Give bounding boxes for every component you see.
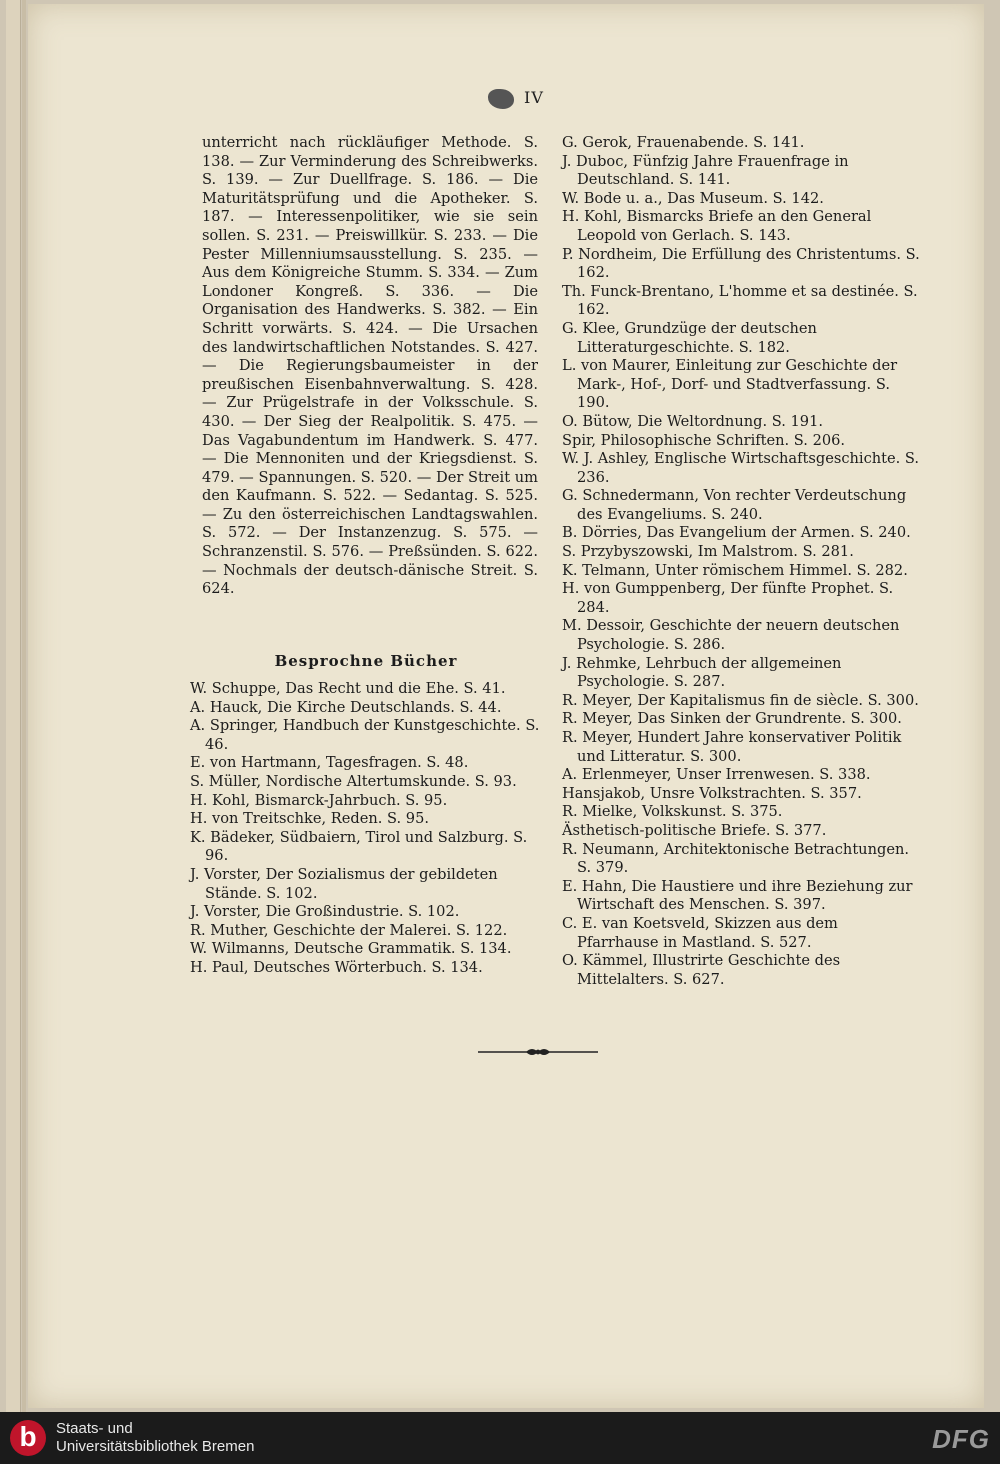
page-edge-inner [22, 0, 26, 1412]
book-entry: E. von Hartmann, Tagesfragen. S. 48. [190, 754, 469, 772]
library-logo-icon[interactable]: b [10, 1420, 46, 1456]
book-entry: K. Bädeker, Südbaiern, Tirol und Salzburg. S. 96. [190, 828, 528, 865]
book-entry: W. Schuppe, Das Recht und die Ehe. S. 41. [190, 680, 506, 697]
book-entry: Ästhetisch-politische Briefe. S. 377. [562, 821, 827, 839]
book-entry: A. Springer, Handbuch der Kunstgeschichte. S. 46. [190, 717, 540, 753]
book-entry: R. Neumann, Architektonische Betrachtungen. S. 379. [562, 840, 909, 877]
book-entry: A. Erlenmeyer, Unser Irrenwesen. S. 338. [562, 766, 871, 784]
book-entry: E. Hahn, Die Haustiere und ihre Beziehung zur Wirtschaft des Menschen. S. 397. [562, 877, 913, 914]
book-entry: H. Paul, Deutsches Wörterbuch. S. 134. [190, 958, 483, 976]
book-entry: W. J. Ashley, Englische Wirtschaftsgeschichte. S. 236. [562, 450, 920, 486]
books-right-list [562, 134, 920, 989]
library-name-line2[interactable]: Universitätsbibliothek Bremen [56, 1438, 255, 1455]
book-entry: A. Hauck, Die Kirche Deutschlands. S. 44. [190, 698, 502, 716]
page-edge [6, 0, 21, 1412]
dfg-logo[interactable]: DFG [932, 1424, 990, 1454]
book-entry: S. Müller, Nordische Altertumskunde. S. 93. [190, 772, 517, 790]
books-left-list [190, 680, 542, 978]
book-entry: J. Vorster, Die Großindustrie. S. 102. [190, 903, 460, 921]
book-entry: H. von Gumppenberg, Der fünfte Prophet. S. 284. [562, 580, 894, 616]
book-entry: P. Nordheim, Die Erfüllung des Christentums. S. 162. [562, 245, 920, 282]
book-entry: Th. Funck-Brentano, L'homme et sa destinée. S. 162. [562, 282, 918, 319]
book-entry: C. E. van Koetsveld, Skizzen aus dem Pfarrhause in Mastland. S. 527. [562, 914, 838, 951]
book-entry: S. Przybyszowski, Im Malstrom. S. 281. [562, 543, 854, 561]
book-entry: H. Kohl, Bismarcks Briefe an den General Leopold von Gerlach. S. 143. [562, 208, 872, 244]
book-entry: O. Kämmel, Illustrirte Geschichte des Mittelalters. S. 627. [562, 952, 841, 988]
library-name-line1[interactable]: Staats- und [56, 1420, 133, 1437]
book-entry: G. Gerok, Frauenabende. S. 141. [562, 134, 805, 151]
book-entry: J. Rehmke, Lehrbuch der allgemeinen Psychologie. S. 287. [562, 654, 842, 691]
book-entry: R. Mielke, Volkskunst. S. 375. [562, 803, 783, 821]
book-entry: H. von Treitschke, Reden. S. 95. [190, 810, 430, 828]
book-entry: W. Bode u. a., Das Museum. S. 142. [562, 189, 824, 207]
book-entry: H. Kohl, Bismarck-Jahrbuch. S. 95. [190, 791, 448, 809]
book-entry: W. Wilmanns, Deutsche Grammatik. S. 134. [190, 940, 512, 958]
book-entry: Spir, Philosophische Schriften. S. 206. [562, 431, 846, 449]
book-entry: G. Schnedermann, Von rechter Verdeutschung des Evangeliums. S. 240. [562, 487, 907, 523]
book-entry: G. Klee, Grundzüge der deutschen Litteraturgeschichte. S. 182. [562, 319, 817, 356]
book-entry: R. Muther, Geschichte der Malerei. S. 122. [190, 921, 508, 939]
left-column-text [202, 134, 538, 599]
book-entry: O. Bütow, Die Weltordnung. S. 191. [562, 412, 823, 430]
book-entry: L. von Maurer, Einleitung zur Geschichte der Mark-, Hof-, Dorf- und Stadtverfassung. S. 190. [562, 357, 898, 412]
ink-blot-icon [488, 89, 514, 109]
book-entry: B. Dörries, Das Evangelium der Armen. S. 240. [562, 524, 911, 542]
page-number: IV [488, 88, 544, 109]
book-entry: R. Meyer, Das Sinken der Grundrente. S. 300. [562, 710, 902, 728]
section-heading: Besprochne Bücher [274, 652, 458, 670]
viewer-footer [0, 1412, 1000, 1464]
book-entry: J. Vorster, Der Sozialismus der gebildeten Stände. S. 102. [190, 865, 498, 902]
book-entry: K. Telmann, Unter römischem Himmel. S. 282. [562, 561, 908, 579]
article-list-continued: unterricht nach rückläufiger Methode. S. 138. — Zur Verminderung des Schreibwerks. S. 139. — Zur Duellfrage. S. 186. — Die Maturitätsprüfung und die Apotheker. S. 187. — Interessenpolitiker, wie sie sein sollen. S. 231. — Preiswillkür. S. 233. — Die Pester Millenniumsausstellung. S. 235. — Aus dem Königreiche Stumm. S. 334. — Zum Londoner Kongreß. S. 336. — Die Organisation des Handwerks. S. 382. — Ein Schritt vorwärts. S. 424. — Die Ursachen des landwirtschaftlichen Notstandes. S. 427. — Die Regierungsbaumeister in der preußischen Eisenbahnverwaltung. S. 428. — Zur Prügelstrafe in der Volksschule. S. 430. — Der Sieg der Realpolitik. S. 475. — Das Vagabundentum im Handwerk. S. 477. — Die Mennoniten und der Kriegsdienst. S. 479. — Spannungen. S. 520. — Der Streit um den Kaufmann. S. 522. — Sedantag. S. 525. — Zu den österreichischen Landtagswahlen. S. 572. — Der Instanzenzug. S. 575. — Schranzenstil. S. 576. — Preßsünden. S. 622. — Nochmals der deutsch-dänische Streit. S. 624. [202, 134, 538, 598]
book-entry: R. Meyer, Der Kapitalismus fin de siècle. S. 300. [562, 691, 919, 709]
decorative-rule-ornament [478, 1044, 598, 1060]
book-entry: R. Meyer, Hundert Jahre konservativer Politik und Litteratur. S. 300. [562, 729, 902, 765]
book-entry: J. Duboc, Fünfzig Jahre Frauenfrage in Deutschland. S. 141. [562, 152, 849, 189]
book-entry: Hansjakob, Unsre Volkstrachten. S. 357. [562, 784, 862, 802]
book-entry: M. Dessoir, Geschichte der neuern deutschen Psychologie. S. 286. [562, 617, 900, 654]
